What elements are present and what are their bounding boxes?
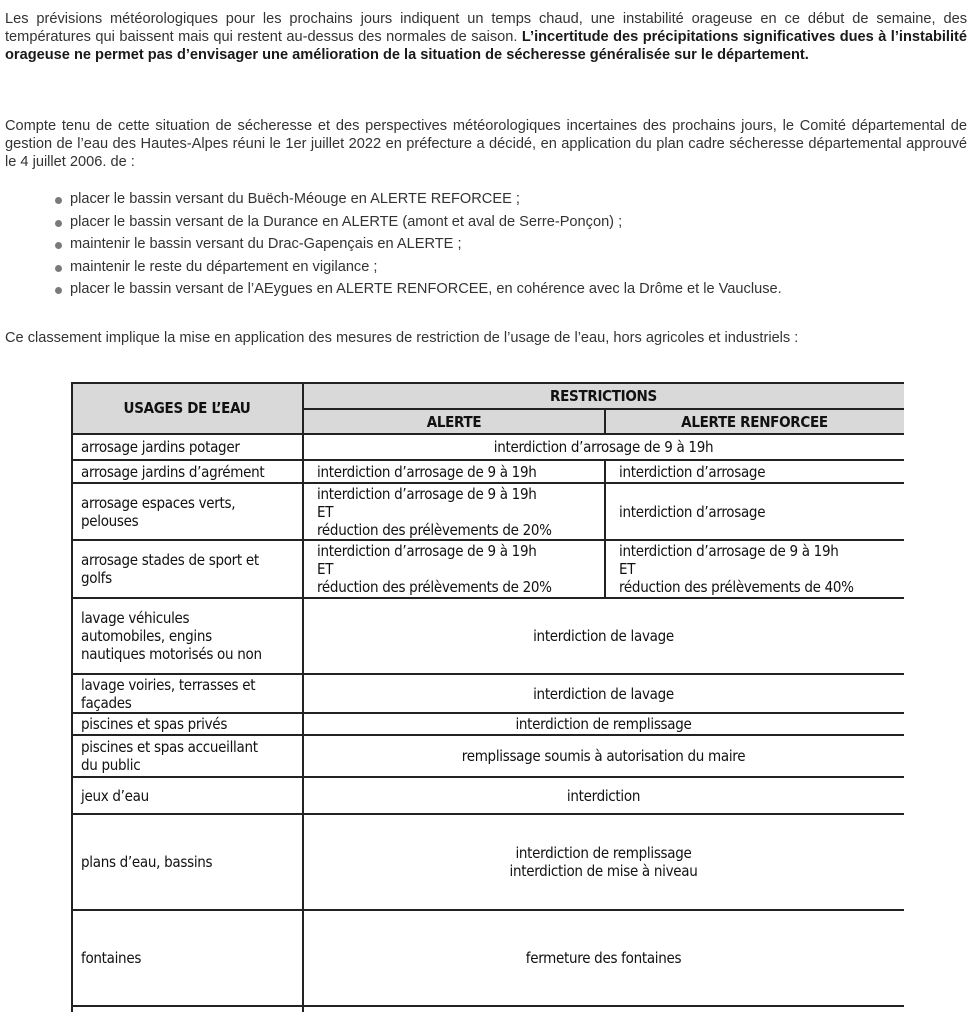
restriction-cell: interdiction de remplissage interdiction de mise à niveau bbox=[509, 844, 698, 880]
restriction-cell: interdiction de lavage bbox=[533, 627, 674, 645]
bullet-icon bbox=[55, 242, 62, 249]
table-border bbox=[604, 408, 606, 435]
usage-cell: piscines et spas accueillant du public bbox=[81, 738, 258, 774]
usage-cell: plans d’eau, bassins bbox=[81, 853, 213, 871]
header-alerte: ALERTE bbox=[426, 412, 482, 431]
table-border bbox=[71, 909, 904, 911]
restriction-cell: remplissage soumis à autorisation du maire bbox=[461, 747, 746, 765]
intro-bold-text: L’incertitude des précipitations significatives dues à l’instabilité orageuse ne permet pas d’envisager une amélioration de la situation de sécheresse généralisée sur le département. bbox=[5, 29, 968, 63]
alerte-cell: interdiction d’arrosage de 9 à 19h ET réduction des prélèvements de 20% bbox=[317, 484, 552, 539]
table-border bbox=[71, 382, 904, 384]
intro-text: Les prévisions météorologiques pour les prochains jours indiquent un temps chaud, une instabilité orageuse en ce début de semaine, des températures qui baissent mais qui restent au-dessus des normales de saison. bbox=[5, 11, 967, 45]
table-border bbox=[71, 776, 904, 778]
intro-paragraph bbox=[5, 10, 967, 64]
restrictions-table bbox=[71, 382, 904, 1012]
renforcee-cell: interdiction d’arrosage bbox=[619, 462, 766, 481]
usage-cell: jeux d’eau bbox=[81, 786, 149, 805]
list-item: placer le bassin versant du Buëch-Méouge en ALERTE REFORCEE ; bbox=[52, 188, 782, 211]
restriction-cell: interdiction d’arrosage de 9 à 19h bbox=[493, 438, 714, 456]
renforcee-cell: interdiction d’arrosage de 9 à 19h ET réduction des prélèvements de 40% bbox=[619, 542, 854, 596]
list-item: maintenir le bassin versant du Drac-Gapençais en ALERTE ; bbox=[52, 233, 782, 256]
restriction-cell: interdiction bbox=[566, 786, 641, 805]
bullet-icon bbox=[55, 197, 62, 204]
usage-cell: lavage voiries, terrasses et façades bbox=[81, 675, 256, 712]
renforcee-cell: interdiction d’arrosage bbox=[619, 502, 766, 521]
table-border bbox=[71, 482, 904, 484]
list-item: maintenir le reste du département en vigilance ; bbox=[52, 256, 782, 279]
table-border bbox=[302, 382, 304, 1012]
table-border bbox=[71, 712, 904, 714]
table-border bbox=[71, 459, 904, 461]
table-border bbox=[71, 539, 904, 541]
bullet-icon bbox=[55, 265, 62, 272]
usage-cell: lavage véhicules automobiles, engins nautiques motorisés ou non bbox=[81, 609, 262, 663]
table-border bbox=[71, 734, 904, 736]
restriction-cell: interdiction de remplissage bbox=[515, 715, 692, 733]
classification-paragraph: Ce classement implique la mise en application des mesures de restriction de l’usage de l’eau, hors agricoles et industriels : bbox=[5, 330, 799, 346]
usage-cell: arrosage jardins potager bbox=[81, 438, 240, 456]
table-border bbox=[71, 1005, 904, 1007]
usage-cell: piscines et spas privés bbox=[81, 715, 228, 733]
bullet-icon bbox=[55, 287, 62, 294]
decision-paragraph: Compte tenu de cette situation de sécheresse et des perspectives météorologiques incertaines des prochains jours, le Comité départemental de gestion de l’eau des Hautes-Alpes réuni le 1er juillet 2022 en préfecture a décidé, en application du plan cadre sécheresse départemental approuvé le 4 juillet 2006. de : bbox=[5, 118, 967, 170]
list-item: placer le bassin versant de l’AEygues en ALERTE RENFORCEE, en cohérence avec la Drôme et le Vaucluse. bbox=[52, 278, 782, 301]
restriction-cell: fermeture des fontaines bbox=[525, 949, 682, 967]
header-usages: USAGES DE L’EAU bbox=[123, 399, 251, 417]
bullet-icon bbox=[55, 220, 62, 227]
header-restrictions: RESTRICTIONS bbox=[550, 386, 657, 405]
list-item: placer le bassin versant de la Durance en ALERTE (amont et aval de Serre-Ponçon) ; bbox=[52, 211, 782, 234]
usage-cell: arrosage jardins d’agrément bbox=[81, 462, 265, 481]
table-border bbox=[71, 813, 904, 815]
usage-cell: arrosage espaces verts, pelouses bbox=[81, 493, 236, 530]
alerte-cell: interdiction d’arrosage de 9 à 19h ET réduction des prélèvements de 20% bbox=[317, 542, 552, 596]
restriction-cell: interdiction de lavage bbox=[533, 684, 674, 703]
usage-cell: fontaines bbox=[81, 949, 142, 967]
header-alerte-renforcee: ALERTE RENFORCEE bbox=[681, 412, 828, 431]
table-border bbox=[604, 459, 606, 598]
table-border bbox=[71, 433, 904, 435]
alerte-cell: interdiction d’arrosage de 9 à 19h bbox=[317, 462, 537, 481]
table-border bbox=[71, 382, 73, 1012]
decision-list bbox=[52, 188, 782, 301]
table-border bbox=[71, 597, 904, 599]
usage-cell: arrosage stades de sport et golfs bbox=[81, 551, 259, 587]
table-border bbox=[71, 673, 904, 675]
